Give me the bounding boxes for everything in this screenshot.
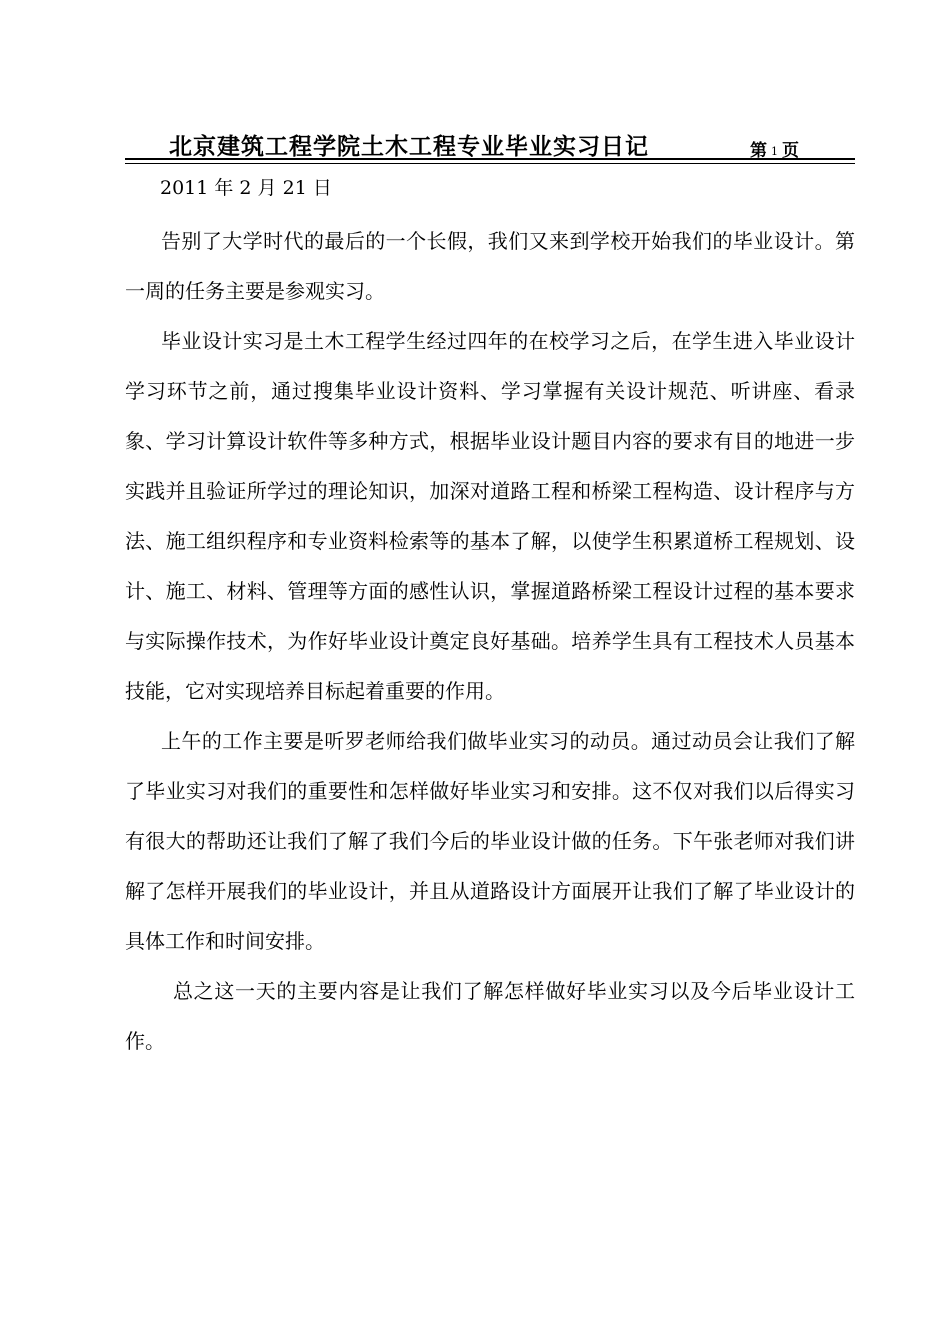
page-prefix: 第 <box>750 141 767 161</box>
header-rule-thin <box>125 163 855 164</box>
diary-body <box>125 216 855 1066</box>
page-number: 1 <box>771 145 778 158</box>
diary-date: 2011 年 2 月 21 日 <box>160 177 332 199</box>
paragraph: 总之这一天的主要内容是让我们了解怎样做好毕业实习以及今后毕业设计工作。 <box>125 979 855 1053</box>
paragraph: 毕业设计实习是土木工程学生经过四年的在校学习之后，在学生进入毕业设计学习环节之前，通过搜集毕业设计资料、学习掌握有关设计规范、听讲座、看录象、学习计算设计软件等多种方式，根据毕业设计题目内容的要求有目的地进一步实践并且验证所学过的理论知识，加深对道路工程和桥梁工程构造、设计程序与方法、施工组织程序和专业资料检索等的基本了解，以使学生积累道桥工程规划、设计、施工、材料、管理等方面的感性认识，掌握道路桥梁工程设计过程的基本要求与实际操作技术，为作好毕业设计奠定良好基础。培养学生具有工程技术人员基本技能，它对实现培养目标起着重要的作用。 <box>125 329 855 703</box>
header-rule-thick <box>125 158 855 160</box>
paragraph: 上午的工作主要是听罗老师给我们做毕业实习的动员。通过动员会让我们了解了毕业实习对我们的重要性和怎样做好毕业实习和安排。这不仅对我们以后得实习有很大的帮助还让我们了解了我们今后的毕业设计做的任务。下午张老师对我们讲解了怎样开展我们的毕业设计，并且从道路设计方面展开让我们了解了毕业设计的具体工作和时间安排。 <box>125 729 855 953</box>
page-suffix: 页 <box>782 141 799 161</box>
document-title: 北京建筑工程学院土木工程专业毕业实习日记 <box>169 133 649 160</box>
page-header <box>125 126 855 162</box>
paragraph: 告别了大学时代的最后的一个长假，我们又来到学校开始我们的毕业设计。第一周的任务主要是参观实习。 <box>125 229 855 303</box>
